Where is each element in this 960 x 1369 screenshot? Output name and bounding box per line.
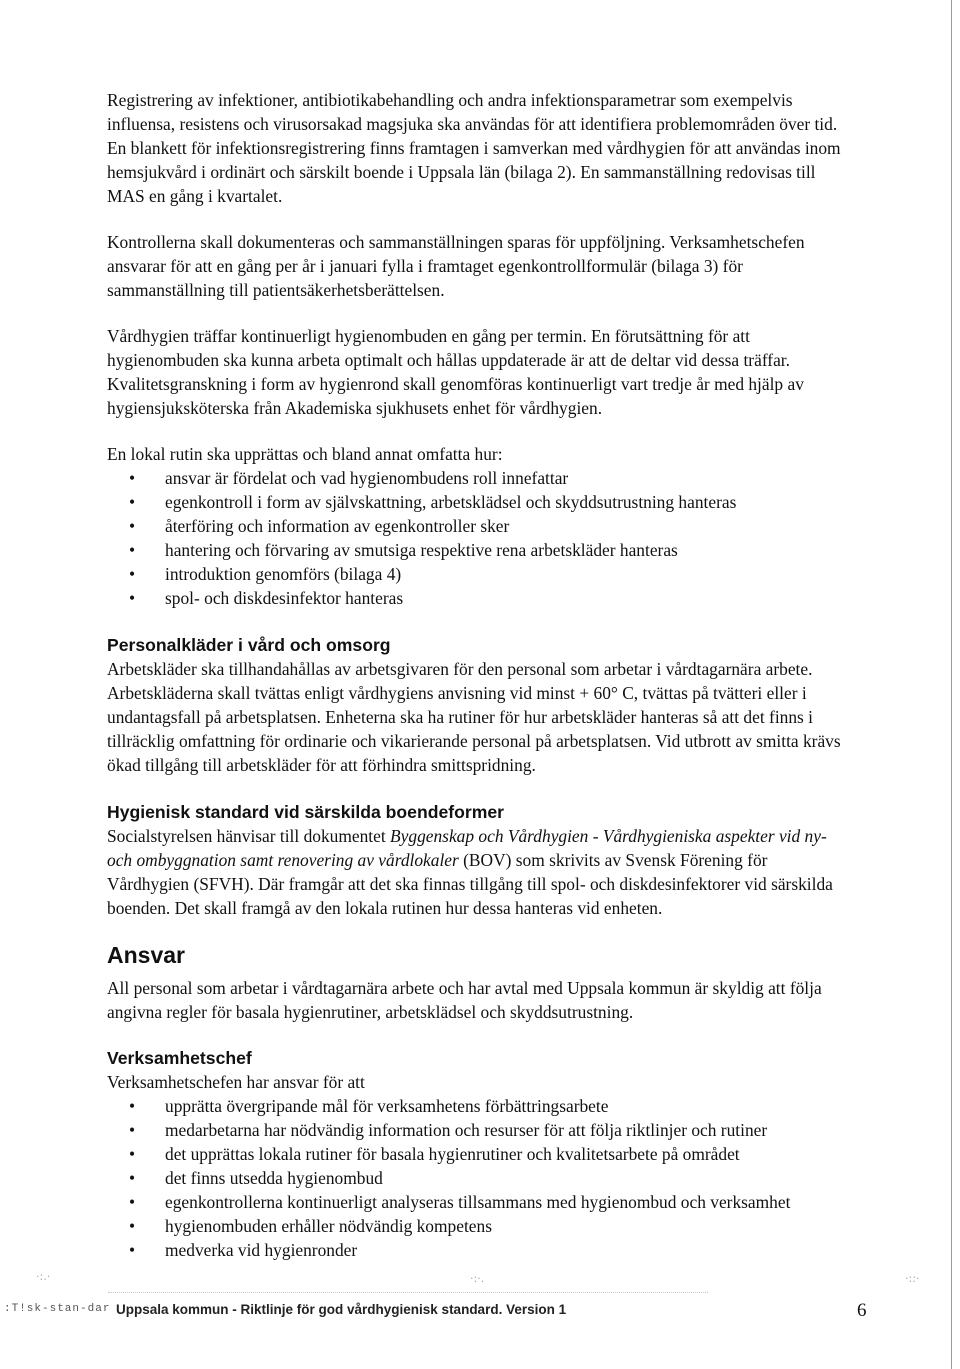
heading-personalklader: Personalkläder i vård och omsorg [107, 635, 391, 655]
list-item: • det finns utsedda hygienombud [129, 1168, 383, 1188]
paragraph-verksamhetschef-intro: Verksamhetschefen har ansvar för att [107, 1072, 365, 1092]
paragraph-local-routine-intro: En lokal rutin ska upprättas och bland annat omfatta hur: [107, 444, 503, 464]
list-item: • ansvar är fördelat och vad hygienombudens roll innefattar [129, 468, 569, 488]
footer-text: Uppsala kommun - Riktlinje för god vårdhygienisk standard. Version 1 [116, 1302, 567, 1317]
footer-scan-marks: :T!sk‑stan‑dar [4, 1303, 111, 1315]
list-item: • spol- och diskdesinfektor hanteras [129, 588, 404, 608]
paragraph-controls: Kontrollerna skall dokumenteras och sammanställningen sparas för uppföljning. Verksamhetschefen ansvarar för att en gång per år i januari fylla i framtaget egenkontrollformulär (bilaga 3) för sammanställning till patientsäkerhetsberättelsen. [107, 232, 805, 300]
bullet-icon: • [129, 468, 136, 488]
scan-noise-icon: ·:.· [36, 1270, 51, 1283]
paragraph-infection-registration: Registrering av infektioner, antibiotikabehandling och andra infektionsparametrar som exempelvis influensa, resistens och virusorsakad magsjuka ska användas för att identifiera problemområden över tid. En blankett för infektionsregistrering finns framtagen i samverkan med vårdhygien för att användas inom hemsjukvård i ordinärt och särskilt boende i Uppsala län (bilaga 2). En sammanställning redovisas till MAS en gång i kvartalet. [107, 90, 841, 206]
paragraph-ansvar: All personal som arbetar i vårdtagarnära arbete och har avtal med Uppsala kommun är skyldig att följa angivna regler för basala hygienrutiner, arbetsklädsel och skyddsutrustning. [107, 978, 822, 1022]
scan-noise-icon: ·::· [905, 1272, 920, 1285]
bullet-icon: • [129, 564, 136, 584]
list-item: • introduktion genomförs (bilaga 4) [129, 564, 402, 584]
list-item: • medarbetarna har nödvändig information och resurser för att följa riktlinjer och rutiner [129, 1120, 768, 1140]
list-item: • återföring och information av egenkontroller sker [129, 516, 510, 536]
list-item: • egenkontrollerna kontinuerligt analyseras tillsammans med hygienombud och verksamhet [129, 1192, 791, 1212]
paragraph-hygienisk-standard: Socialstyrelsen hänvisar till dokumentet Byggenskap och Vårdhygien - Vårdhygieniska aspekter vid ny- och ombyggnation samt renovering av vårdlokaler (BOV) som skrivits av Svensk Förening för Vårdhygien (SFVH). Där framgår att det ska finnas tillgång till spol- och diskdesinfektorer vid särskilda boenden. Det skall framgå av den lokala rutinen hur dessa hanteras vid enheten. [107, 826, 833, 918]
heading-hygienisk-standard: Hygienisk standard vid särskilda boendeformer [107, 802, 504, 822]
bullet-icon: • [129, 1192, 136, 1212]
page-footer [0, 1300, 960, 1330]
list-item: • upprätta övergripande mål för verksamhetens förbättringsarbete [129, 1096, 609, 1116]
bullet-icon: • [129, 516, 136, 536]
list-item: • hygienombuden erhåller nödvändig kompetens [129, 1216, 492, 1236]
page-number: 6 [857, 1300, 867, 1321]
responsibility-list [107, 1094, 847, 1262]
footer-divider [108, 1292, 708, 1293]
list-item: • egenkontroll i form av självskattning, arbetsklädsel och skyddsutrustning hanteras [129, 492, 737, 512]
bullet-icon: • [129, 1168, 136, 1188]
list-item: • medverka vid hygienronder [129, 1240, 358, 1260]
bullet-icon: • [129, 1096, 136, 1116]
list-item: • hantering och förvaring av smutsiga respektive rena arbetskläder hanteras [129, 540, 678, 560]
document-title: Byggenskap och Vårdhygien - Vårdhygieniska aspekter vid ny- och ombyggnation samt renovering av vårdlokaler [107, 826, 827, 870]
bullet-icon: • [129, 588, 136, 608]
bullet-icon: • [129, 1240, 136, 1260]
paragraph-hygiene-meetings: Vårdhygien träffar kontinuerligt hygienombuden en gång per termin. En förutsättning för att hygienombuden ska kunna arbeta optimalt och hållas uppdaterade är att de deltar vid dessa träffar. Kvalitetsgranskning i form av hygienrond skall genomföras kontinuerligt vart tredje år med hjälp av hygiensjuksköterska från Akademiska sjukhusets enhet för vårdhygien. [107, 326, 804, 418]
scan-edge-line [951, 0, 952, 1369]
bullet-icon: • [129, 492, 136, 512]
paragraph-personalklader: Arbetskläder ska tillhandahållas av arbetsgivaren för den personal som arbetar i vårdtagarnära arbete. Arbetskläderna skall tvättas enligt vårdhygiens anvisning vid minst + 60° C, tvättas på tvätteri eller i undantagsfall på arbetsplatsen. Enheterna ska ha rutiner för hur arbetskläder hanteras så att det finns i tillräcklig omfattning för ordinarie och vikarierande personal på arbetsplatsen. Vid utbrott av smitta krävs ökad tillgång till arbetskläder för att förhindra smittspridning. [107, 659, 841, 775]
heading-verksamhetschef: Verksamhetschef [107, 1048, 252, 1068]
list-item: • det upprättas lokala rutiner för basala hygienrutiner och kvalitetsarbete på området [129, 1144, 740, 1164]
bullet-icon: • [129, 1120, 136, 1140]
heading-ansvar: Ansvar [107, 942, 185, 968]
bullet-icon: • [129, 540, 136, 560]
routine-list [107, 466, 847, 610]
bullet-icon: • [129, 1216, 136, 1236]
bullet-icon: • [129, 1144, 136, 1164]
page-content [107, 88, 847, 1262]
scan-noise-icon: ·:·. [470, 1272, 485, 1285]
